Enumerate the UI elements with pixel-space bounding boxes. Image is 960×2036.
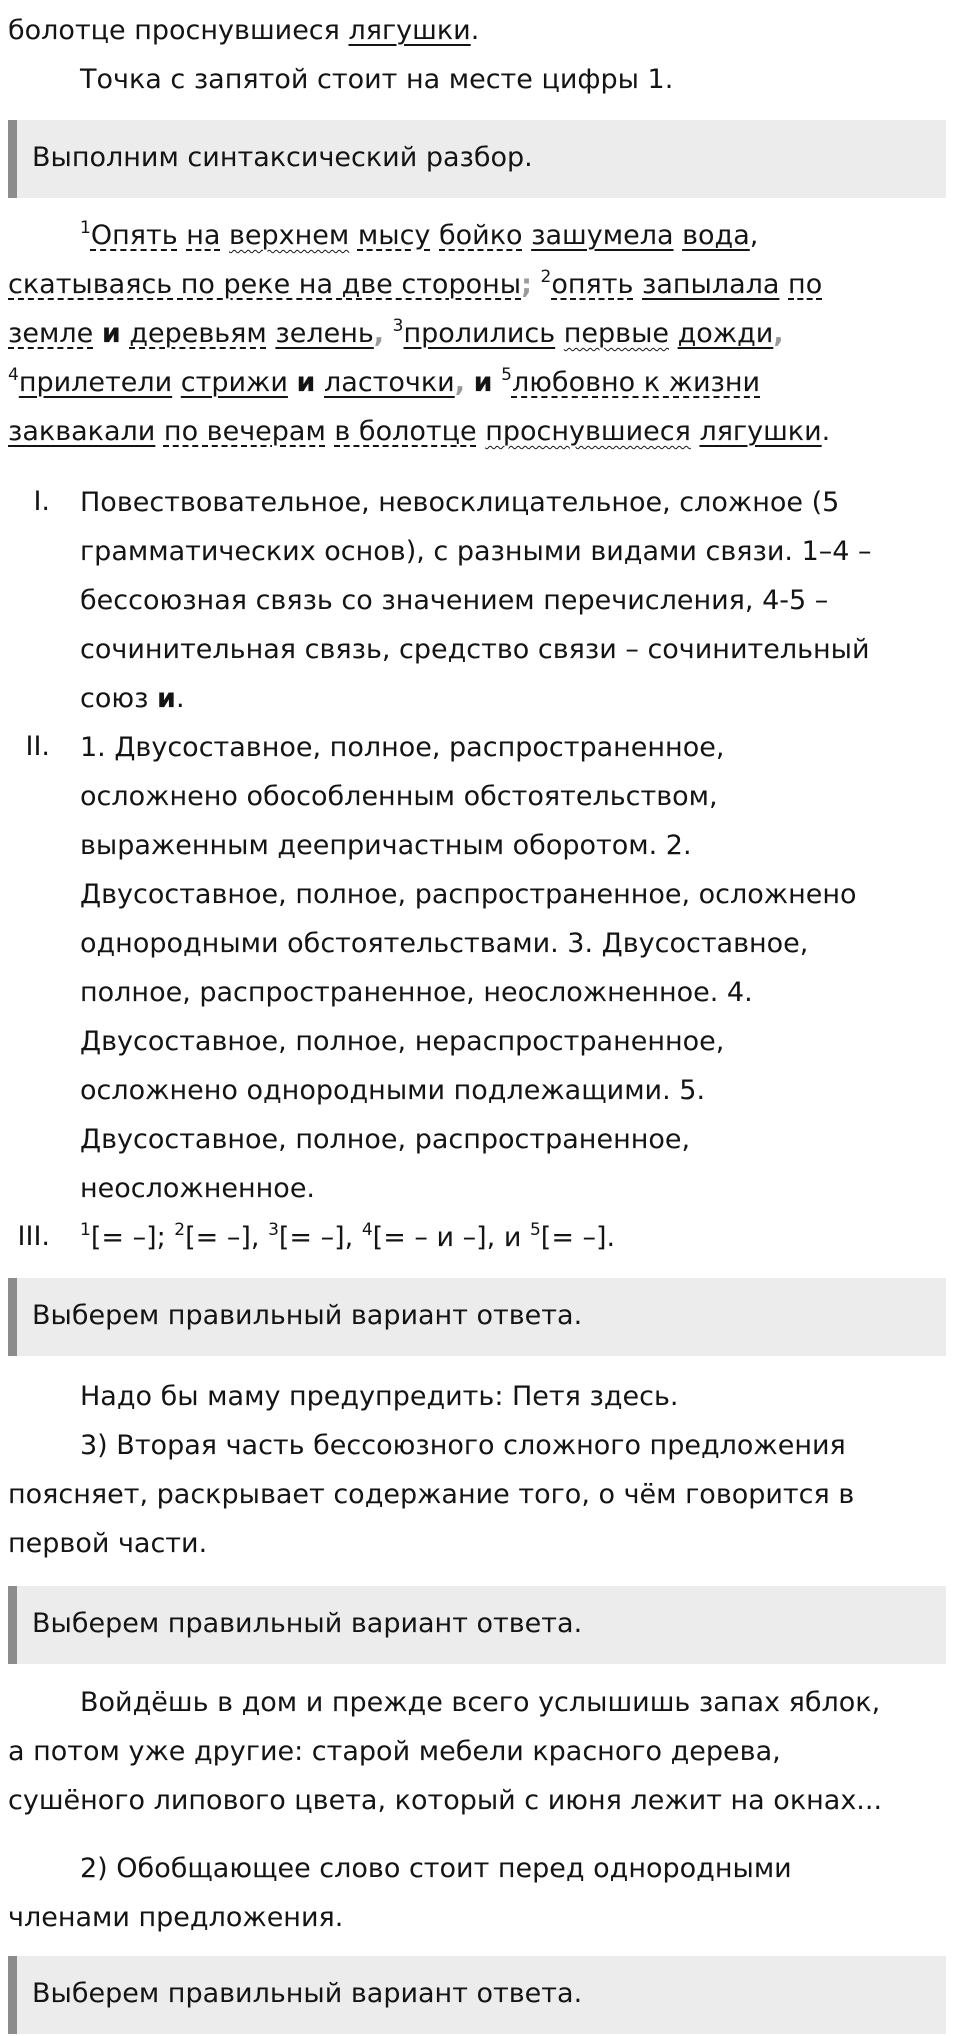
analysis-item-II: 1. Двусоставное, полное, распространенное, осложнено обособленным обстоятельством, выраженным деепричастным оборотом. 2. Двусоставное, полное, распространенное, осложнено однородными обстоятельствами. 3. Двусоставное, полное, распространенное, неосложненное. 4. Двусоставное, полное, нераспространенное, осложнено однородными подлежащими. 5. Двусоставное, полное, распространенное, неосложненное.	[80, 732, 857, 1204]
intro-line-2: Точка с запятой стоит на месте цифры 1.	[80, 64, 674, 95]
analysis-item-I: Повествовательное, невосклицательное, сложное (5 грамматических основ), с разными видами связи. 1–4 – бессоюзная связь со значением перечисления, 4-5 – сочинительная связь, средство связи – сочинительный союз и.	[80, 487, 872, 714]
banner-choose-answer-1: Выберем правильный вариант ответа.	[8, 1278, 946, 1356]
banner-syntax-analysis: Выполним синтаксический разбор.	[8, 120, 946, 198]
banner-choose-answer-3: Выберем правильный вариант ответа.	[8, 1956, 946, 2034]
answer1-line-3: первой части.	[8, 1528, 208, 1559]
answer2-example-line-3: сушёного липового цвета, который с июня лежит на окнах...	[8, 1785, 883, 1816]
sentence-line-2: скатываясь по реке на две стороны; $^2$опять запылала по	[8, 267, 823, 300]
answer1-line-2: поясняет, раскрывает содержание того, о чём говорится в	[8, 1479, 855, 1510]
banner-choose-answer-2: Выберем правильный вариант ответа.	[8, 1586, 946, 1664]
sentence-line-5: заквакали по вечерам в болотце проснувшиеся лягушки.	[8, 416, 831, 447]
intro-line-1: болотце проснувшиеся лягушки.	[8, 15, 480, 46]
sentence-line-3: земле и деревьям зелень, $^3$пролились первые дожди,	[8, 316, 784, 349]
answer2-line-1: 2) Обобщающее слово стоит перед однородными	[80, 1853, 792, 1884]
answer2-example-line-1: Войдёшь в дом и прежде всего услышишь запах яблок,	[80, 1687, 881, 1718]
list-marker-II: II.	[25, 731, 50, 762]
answer2-example-line-2: а потом уже другие: старой мебели красного дерева,	[8, 1736, 781, 1767]
answer1-line-1: 3) Вторая часть бессоюзного сложного предложения	[80, 1430, 846, 1461]
analysis-item-III: $^1$[= –]; $^2$[= –], $^3$[= –], $^4$[= – и –], и $^5$[= –].	[80, 1220, 616, 1253]
underlined-subject: лягушки	[348, 15, 471, 46]
answer1-example: Надо бы маму предупредить: Петя здесь.	[80, 1381, 679, 1412]
sentence-line-1: $^1$Опять на верхнем мысу бойко зашумела вода,	[80, 218, 759, 251]
sentence-line-4: $^4$прилетели стрижи и ласточки, и $^5$любовно к жизни	[8, 365, 761, 398]
list-marker-III: III.	[17, 1221, 50, 1252]
answer2-line-2: членами предложения.	[8, 1902, 344, 1933]
list-marker-I: I.	[33, 486, 50, 517]
